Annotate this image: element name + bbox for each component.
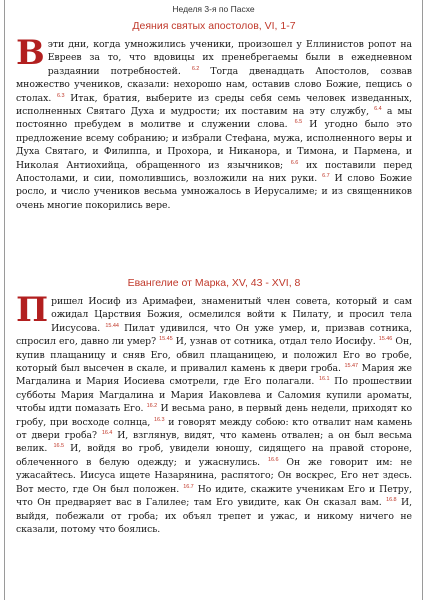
acts-reading <box>16 20 412 212</box>
verse-number: 16.4 <box>101 429 113 436</box>
gospel-dropcap: П <box>16 290 49 330</box>
page-border-left <box>4 0 5 600</box>
page-header: Неделя 3-я по Пасхе <box>172 4 255 14</box>
verse-number: 6.2 <box>191 65 200 72</box>
verse-text: и говорят между собою: кто отвалит нам камень от двери гроба? <box>16 416 413 442</box>
acts-text <box>16 33 413 212</box>
verse-text: И слово Божие росло, и число учеников весьма умножалось в Иерусалиме; и из священников очень многие покорились вере. <box>16 173 413 211</box>
gospel-reading <box>16 277 412 536</box>
gospel-title: Евангелие от Марка, XV, 43 - XVI, 8 <box>127 277 301 289</box>
verse-number: 6.6 <box>290 159 299 166</box>
verse-text: ришел Иосиф из Аримафеи, знаменитый член совета, который и сам ожидал Царствия Божия, осмелился войти к Пилату, и просил тела Иисусова. <box>51 296 412 334</box>
verse-text: Он, купив плащаницу и сняв Его, обвил плащаницею, и положил Его во гробе, который был высечен в скале, и привалил камень к двери гроба. <box>16 336 413 375</box>
verse-number: 16.5 <box>53 443 64 450</box>
acts-dropcap: В <box>16 33 45 73</box>
verse-text: их поставили перед Апостолами, и сии, помолившись, возложили на них руки. <box>16 159 413 185</box>
verse-number: 6.3 <box>57 92 65 99</box>
verse-text: Итак, братия, выберите из среды себя семь человек изведанных, исполненных Святаго Духа и мудрости; их поставим на эту службу, <box>16 92 413 118</box>
verse-text: Он же говорит им: не ужасайтесь. Иисуса ищете Назарянина, распятого; Он воскрес, Его нет здесь. Вот место, где Он был положен. <box>16 456 413 495</box>
verse-number: 16.1 <box>319 376 330 383</box>
verse-text: И угодно было это предложение всему собранию; и избрали Стефана, мужа, исполненного веры и Духа Святаго, и Филиппа, и Прохора, и Никанора, и Тимона, и Пармена, и Николая Антиохийца, обращенного из язычников; <box>16 119 412 171</box>
verse-number: 6.5 <box>294 119 303 126</box>
verse-text: И, выйдя, побежали от гроба; их объял трепет и ужас, и никому ничего не сказали, потому что боялись. <box>16 497 412 535</box>
verse-number: 16.7 <box>183 483 194 490</box>
verse-text: Но идите, скажите ученикам Его и Петру, что Он предваряет вас в Галилее; там Его увидите, как Он сказал вам. <box>16 483 412 509</box>
verse-text: Тогда двенадцать Апостолов, созвав множество учеников, сказали: нехорошо нам, оставив слово Божие, пещись о столах. <box>16 65 412 104</box>
verse-number: 15.47 <box>344 362 359 369</box>
verse-number: 16.3 <box>153 416 165 423</box>
verse-number: 16.6 <box>267 456 279 463</box>
gospel-text <box>16 290 413 536</box>
verse-text: И, войдя во гроб, увидели юношу, сидящего на правой стороне, облеченного в белую одежду; и ужаснулись. <box>16 443 413 468</box>
verse-number: 6.4 <box>374 105 382 112</box>
verse-text: Мария же Магдалина и Мария Иосиева смотрели, где Его полагали. <box>16 363 412 388</box>
verse-text: Пилат удивился, что Он уже умер, и, призвав сотника, спросил его, давно ли умер? <box>16 322 412 348</box>
verse-number: 16.2 <box>146 403 158 410</box>
page-border-right <box>422 0 423 600</box>
verse-number: 15.46 <box>378 336 393 343</box>
verse-text: И весьма рано, в первый день недели, приходят ко гробу, при восходе солнца, <box>16 403 413 428</box>
verse-number: 15.45 <box>159 336 173 343</box>
verse-text: И, взглянув, видят, что камень отвален; а он был весьма велик. <box>16 430 413 455</box>
verse-number: 16.8 <box>386 497 397 503</box>
verse-text: эти дни, когда умножились ученики, произошел у Еллинистов ропот на Евреев за то, что вдовицы их пренебрегаемы были в ежедневном раздаянии потребностей. <box>47 39 412 77</box>
verse-text: И, узнав от сотника, отдал тело Иосифу. <box>175 336 376 348</box>
acts-title: Деяния святых апостолов, VI, 1-7 <box>132 20 296 32</box>
verse-number: 6.7 <box>322 172 330 179</box>
verse-text: а мы постоянно пребудем в молитве и служении слова. <box>16 106 413 131</box>
verse-text: По прошествии субботы Мария Магдалина и Мария Иаковлева и Саломия купили ароматы, чтобы идти помазать Его. <box>16 376 412 415</box>
verse-number: 15.44 <box>105 322 119 329</box>
